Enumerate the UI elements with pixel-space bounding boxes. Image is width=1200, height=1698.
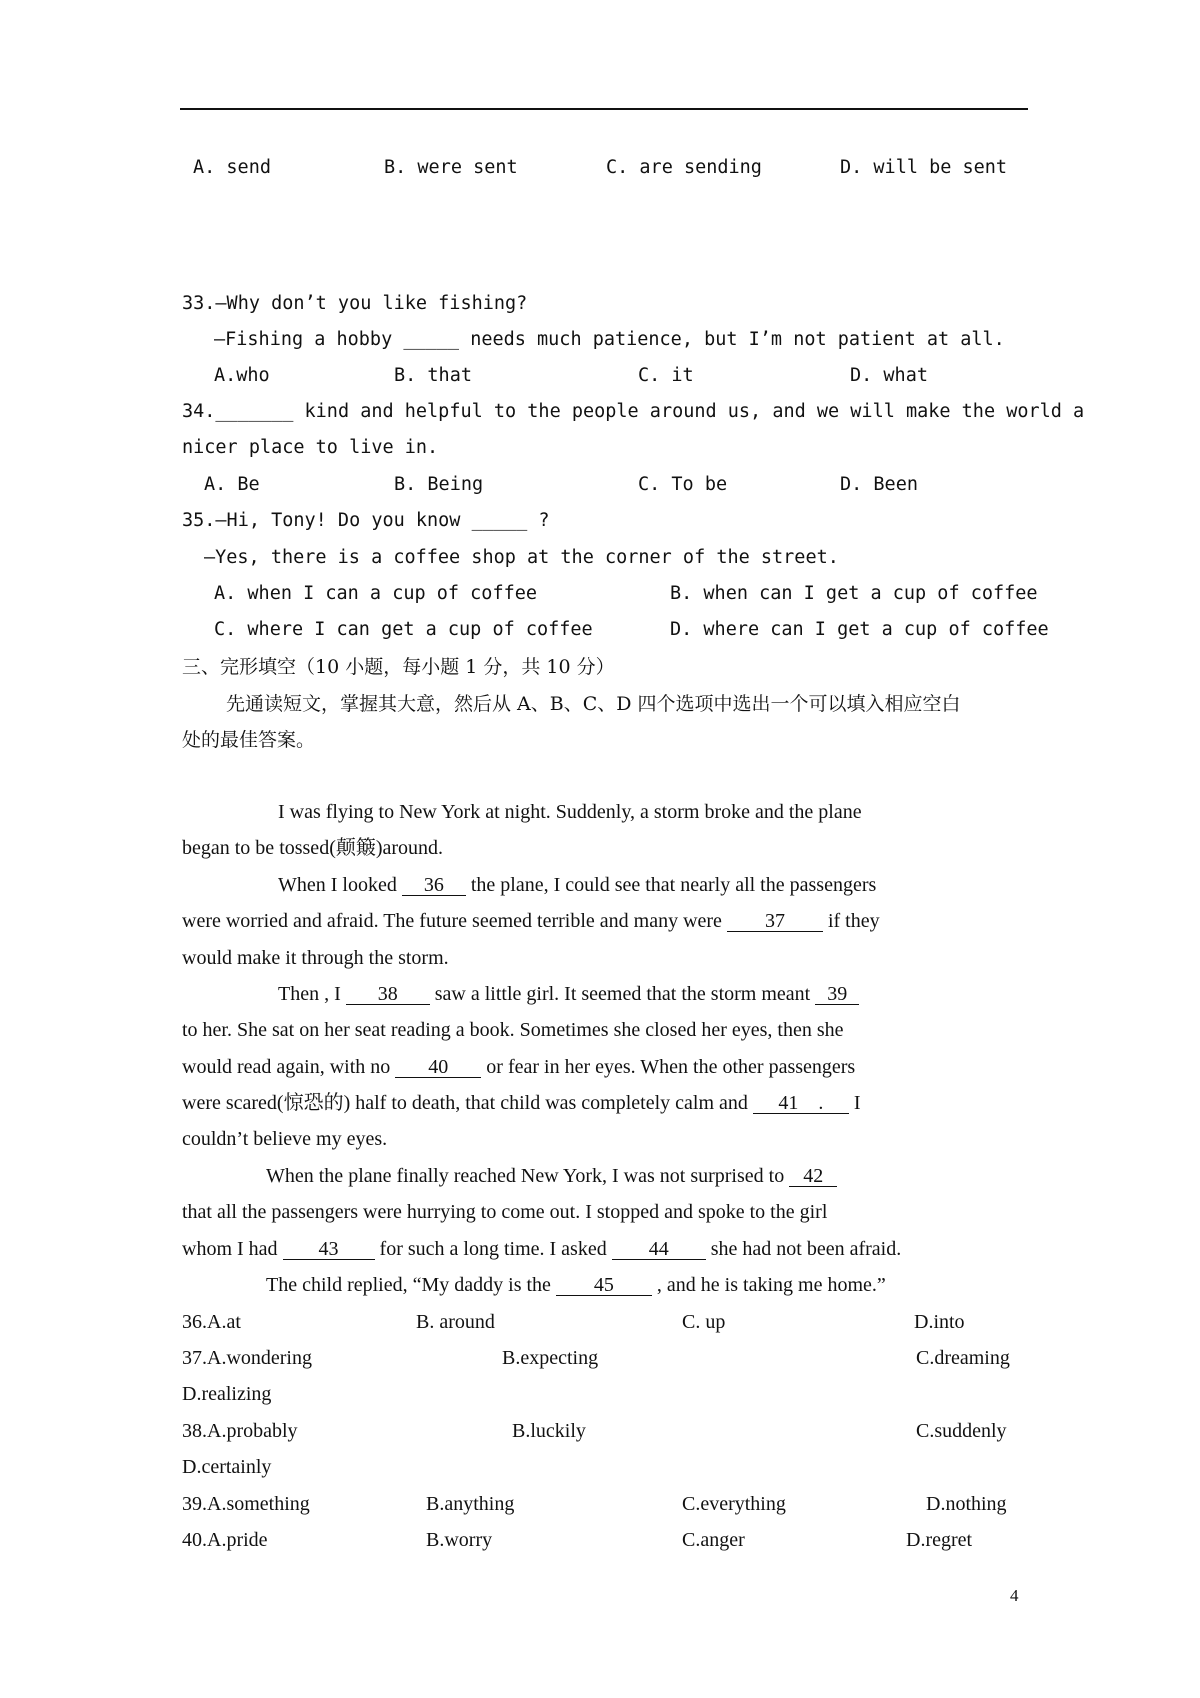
q37-option-a: 37.A.wondering bbox=[182, 1347, 312, 1369]
q39-option-c: C.everything bbox=[682, 1493, 786, 1515]
q38-option-c: C.suddenly bbox=[916, 1420, 1007, 1442]
q33-option-c: C. it bbox=[638, 365, 694, 386]
blank-43: 43 bbox=[283, 1239, 375, 1260]
q35-line2: —Yes, there is a coffee shop at the corner of the street. bbox=[204, 547, 839, 568]
passage-line-8: would read again, with no 40 or fear in her eyes. When the other passengers bbox=[182, 1056, 856, 1078]
blank-44: 44 bbox=[612, 1239, 706, 1260]
q35-option-c: C. where I can get a cup of coffee bbox=[214, 619, 593, 640]
q38-option-b: B.luckily bbox=[512, 1420, 586, 1442]
blank-45: 45 bbox=[556, 1275, 652, 1296]
q34-line2: nicer place to live in. bbox=[182, 437, 439, 458]
q33-blank: _____ bbox=[403, 329, 460, 350]
q35-blank: _____ bbox=[471, 510, 528, 531]
passage-line-2: began to be tossed(颠簸)around. bbox=[182, 837, 444, 859]
blank-36: 36 bbox=[402, 875, 466, 896]
q40-option-c: C.anger bbox=[682, 1529, 745, 1551]
blank-42: 42 bbox=[789, 1166, 837, 1187]
passage-line-4: were worried and afraid. The future seemed terrible and many were 37 if they bbox=[182, 910, 880, 932]
passage-line-6: Then , I 38 saw a little girl. It seemed that the storm meant 39 bbox=[278, 982, 859, 1006]
q33-line2: —Fishing a hobby _____ needs much patience, but I’m not patient at all. bbox=[214, 329, 1005, 350]
q39-option-b: B.anything bbox=[426, 1493, 515, 1515]
q33-option-a: A.who bbox=[214, 365, 270, 386]
q33-option-b: B. that bbox=[394, 365, 472, 386]
q34-option-d: D. Been bbox=[840, 474, 918, 495]
blank-40: 40 bbox=[395, 1057, 481, 1078]
q33-option-d: D. what bbox=[850, 365, 928, 386]
passage-line-10: couldn’t believe my eyes. bbox=[182, 1128, 388, 1150]
q34-line1: 34._______ kind and helpful to the people around us, and we will make the world a bbox=[182, 401, 1085, 422]
q36-option-c: C. up bbox=[682, 1311, 726, 1333]
section-instruction-1: 先通读短文，掌握其大意，然后从 A、B、C、D 四个选项中选出一个可以填入相应空白 bbox=[226, 693, 961, 715]
q39-option-a: 39.A.something bbox=[182, 1493, 310, 1515]
q38-option-d: D.certainly bbox=[182, 1456, 272, 1478]
q37-option-c: C.dreaming bbox=[916, 1347, 1010, 1369]
blank-41: 41 . bbox=[753, 1093, 849, 1114]
q32-option-c: C. are sending bbox=[606, 157, 762, 178]
header-rule bbox=[180, 108, 1028, 110]
section-title: 三、完形填空（10 小题，每小题 1 分，共 10 分） bbox=[182, 656, 615, 678]
q36-option-a: 36.A.at bbox=[182, 1311, 241, 1333]
passage-line-14: The child replied, “My daddy is the 45 , and he is taking me home.” bbox=[266, 1274, 886, 1296]
q40-option-a: 40.A.pride bbox=[182, 1529, 268, 1551]
q36-option-b: B. around bbox=[416, 1311, 495, 1333]
q32-option-a: A. send bbox=[193, 157, 271, 178]
q37-option-d: D.realizing bbox=[182, 1383, 272, 1405]
q40-option-b: B.worry bbox=[426, 1529, 493, 1551]
q34-option-b: B. Being bbox=[394, 474, 484, 495]
blank-39: 39 bbox=[815, 984, 859, 1005]
passage-line-7: to her. She sat on her seat reading a book. Sometimes she closed her eyes, then she bbox=[182, 1019, 844, 1041]
q38-option-a: 38.A.probably bbox=[182, 1420, 298, 1442]
blank-38: 38 bbox=[346, 984, 430, 1005]
q36-option-d: D.into bbox=[914, 1311, 965, 1333]
q34-option-c: C. To be bbox=[638, 474, 728, 495]
q37-option-b: B.expecting bbox=[502, 1347, 599, 1369]
blank-37: 37 bbox=[727, 911, 823, 932]
q32-option-b: B. were sent bbox=[384, 157, 518, 178]
q35-option-b: B. when can I get a cup of coffee bbox=[670, 583, 1038, 604]
q34-option-a: A. Be bbox=[204, 474, 260, 495]
q39-option-d: D.nothing bbox=[926, 1493, 1007, 1515]
q32-option-d: D. will be sent bbox=[840, 157, 1008, 178]
passage-line-9: were scared(惊恐的) half to death, that child was completely calm and 41 . I bbox=[182, 1092, 861, 1114]
passage-line-13: whom I had 43 for such a long time. I asked 44 she had not been afraid. bbox=[182, 1238, 902, 1260]
passage-line-5: would make it through the storm. bbox=[182, 947, 449, 969]
passage-line-1: I was flying to New York at night. Suddenly, a storm broke and the plane bbox=[278, 801, 862, 823]
passage-line-11: When the plane finally reached New York, I was not surprised to 42 bbox=[266, 1164, 837, 1188]
passage-line-12: that all the passengers were hurrying to come out. I stopped and spoke to the girl bbox=[182, 1201, 828, 1223]
q34-blank: _______ bbox=[215, 401, 294, 422]
q35-option-d: D. where can I get a cup of coffee bbox=[670, 619, 1049, 640]
q35-option-a: A. when I can a cup of coffee bbox=[214, 583, 538, 604]
page-number: 4 bbox=[1010, 1586, 1019, 1605]
q33-stem: 33.—Why don’t you like fishing? bbox=[182, 293, 528, 314]
section-instruction-2: 处的最佳答案。 bbox=[182, 729, 316, 751]
q35-line1: 35.—Hi, Tony! Do you know _____ ? bbox=[182, 510, 550, 531]
q40-option-d: D.regret bbox=[906, 1529, 973, 1551]
passage-line-3: When I looked 36 the plane, I could see that nearly all the passengers bbox=[278, 874, 877, 896]
